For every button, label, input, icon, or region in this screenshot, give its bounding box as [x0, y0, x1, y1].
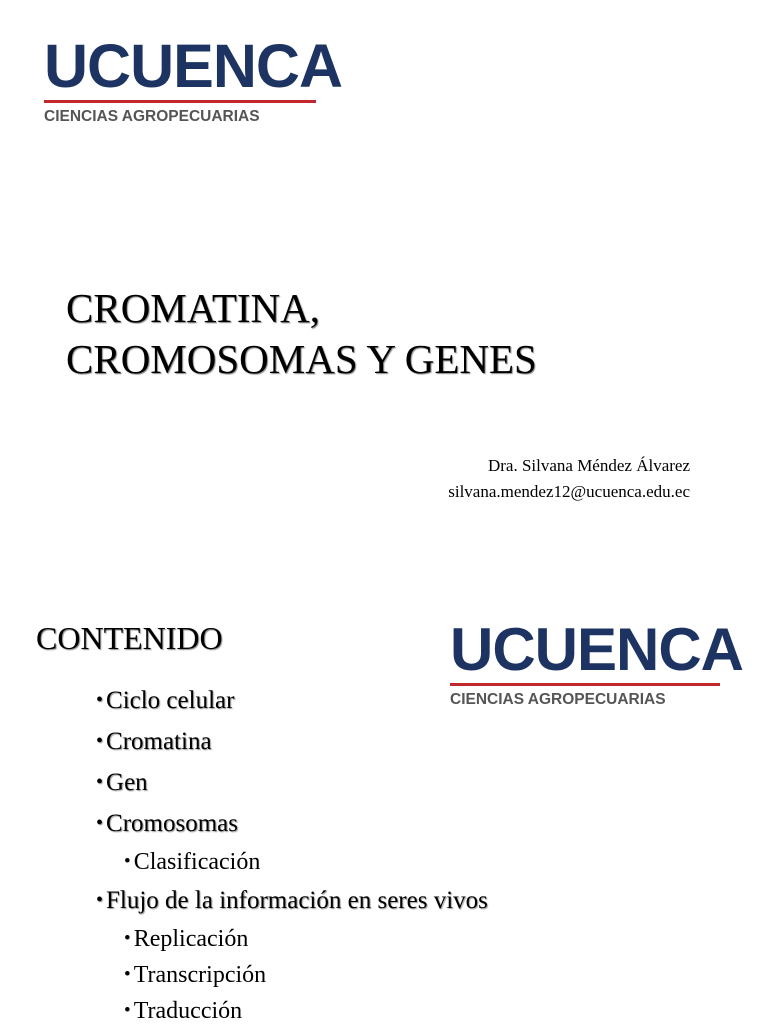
- author-email: silvana.mendez12@ucuenca.edu.ec: [448, 482, 690, 501]
- contents-slide: [0, 580, 768, 1024]
- logo-red-rule: [450, 683, 720, 686]
- bullet-icon: •: [124, 851, 131, 872]
- contents-item-text: Gen: [106, 769, 148, 796]
- contents-item-text: Cromatina: [106, 728, 212, 755]
- contents-item-text: Ciclo celular: [106, 687, 235, 714]
- contents-item-text: Cromosomas: [106, 810, 238, 837]
- contents-subitem: [96, 957, 488, 993]
- logo-wordmark: UCUENCA: [450, 616, 743, 683]
- bullet-icon: •: [124, 1000, 131, 1021]
- contents-heading: CONTENIDO: [36, 620, 223, 656]
- author-block: [448, 453, 690, 505]
- ucuenca-logo: [44, 32, 342, 125]
- contents-subitem: [96, 921, 488, 957]
- bullet-icon: •: [96, 730, 104, 752]
- ucuenca-logo: [450, 616, 743, 708]
- title-line-1: CROMATINA,: [66, 285, 320, 331]
- contents-item-text: Flujo de la información en seres vivos: [106, 887, 488, 914]
- logo-wordmark: UCUENCA: [44, 32, 342, 100]
- contents-item-text: Transcripción: [133, 962, 267, 988]
- bullet-icon: •: [124, 928, 131, 949]
- slide-title: [66, 283, 537, 385]
- bullet-icon: •: [96, 889, 104, 911]
- bullet-icon: •: [96, 812, 104, 834]
- bullet-icon: •: [124, 964, 131, 985]
- contents-item-text: Traducción: [133, 998, 243, 1024]
- bullet-icon: •: [96, 689, 104, 711]
- logo-subtitle: CIENCIAS AGROPECUARIAS: [450, 691, 666, 708]
- contents-item: [96, 762, 488, 803]
- author-name: Dra. Silvana Méndez Álvarez: [487, 456, 690, 475]
- contents-item: [96, 880, 488, 921]
- title-line-2: CROMOSOMAS Y GENES: [66, 336, 537, 382]
- contents-subitem: [96, 844, 488, 880]
- bullet-icon: •: [96, 771, 104, 793]
- contents-list: [96, 680, 488, 1029]
- contents-item-text: Replicación: [133, 926, 249, 952]
- contents-item: [96, 721, 488, 762]
- logo-subtitle: CIENCIAS AGROPECUARIAS: [44, 108, 260, 125]
- logo-red-rule: [44, 100, 316, 103]
- contents-item-text: Clasificación: [133, 849, 261, 875]
- contents-item: [96, 680, 488, 721]
- contents-item: [96, 803, 488, 844]
